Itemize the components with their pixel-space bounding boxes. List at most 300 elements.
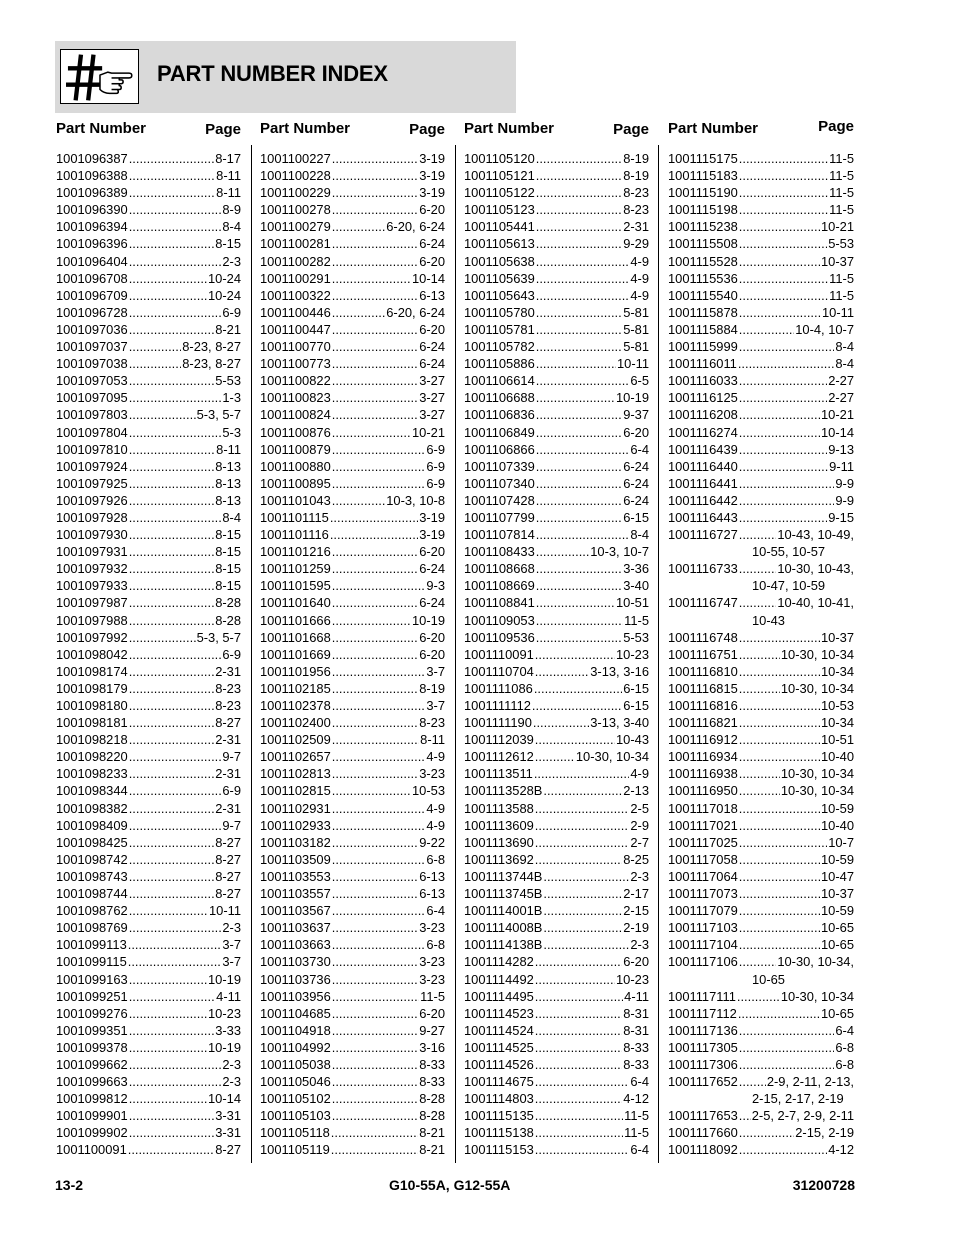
dot-leader (332, 577, 426, 594)
part-number: 1001114675 (464, 1074, 534, 1090)
page-reference: 10-51 (616, 595, 649, 611)
part-number: 1001097037 (56, 339, 128, 355)
part-number: 1001117025 (668, 834, 738, 850)
part-number: 1001105782 (464, 339, 535, 355)
index-entry (260, 218, 445, 235)
part-number: 1001116442 (668, 492, 738, 508)
part-number: 1001117660 (668, 1125, 738, 1141)
page-reference: 4-11 (624, 988, 649, 1004)
page-reference: 10-24 (208, 270, 241, 286)
column-divider (455, 145, 456, 1163)
part-number: 1001106836 (464, 407, 535, 423)
index-entry (668, 851, 854, 868)
part-number: 1001098344 (56, 783, 128, 799)
page-reference: 6-20 (419, 253, 445, 269)
part-number: 1001102813 (260, 766, 331, 782)
index-entry (260, 1039, 445, 1056)
index-entry (56, 441, 241, 458)
index-entry (260, 543, 445, 560)
dot-leader (739, 1124, 794, 1141)
dot-leader (332, 902, 426, 919)
page-reference: 3-7 (426, 698, 445, 713)
part-number: 1001114001B (464, 903, 543, 919)
page-reference: 6-9 (222, 304, 241, 320)
page-reference: 8-21 (419, 1142, 445, 1158)
page-reference: 6-9 (426, 475, 445, 491)
index-entry (56, 612, 241, 629)
dot-leader (332, 748, 426, 765)
dot-leader (332, 424, 411, 441)
index-entry (464, 389, 649, 406)
page-reference: 6-24 (419, 339, 445, 355)
page-reference: 10-59 (821, 851, 854, 867)
index-entry (260, 936, 445, 953)
part-number: 1001100895 (260, 475, 331, 491)
index-entry (260, 150, 445, 167)
page-reference: 2-27 (828, 390, 854, 406)
dot-leader (739, 338, 835, 355)
index-entry (464, 1073, 649, 1090)
part-number: 1001106688 (464, 390, 535, 406)
part-number: 1001111190 (464, 715, 532, 731)
index-entry (464, 697, 649, 714)
index-entry (464, 714, 649, 731)
page-reference: 3-23 (419, 920, 445, 936)
dot-leader (332, 629, 418, 646)
part-number: 1001097931 (56, 544, 128, 560)
dot-leader (129, 1005, 207, 1022)
part-number: 1001114008B (464, 920, 543, 936)
dot-leader (739, 851, 820, 868)
index-entry (56, 475, 241, 492)
part-number: 1001114495 (464, 988, 534, 1004)
index-entry (464, 543, 649, 560)
part-number: 1001113511 (464, 766, 533, 782)
index-entry (56, 782, 241, 799)
index-entry (668, 953, 854, 970)
page-reference: 10-21 (821, 219, 854, 235)
page-reference: 10-23 (208, 1005, 241, 1021)
index-entry (260, 560, 445, 577)
page-reference: 10-37 (821, 886, 854, 902)
index-entry (668, 475, 854, 492)
part-number: 1001108841 (464, 595, 535, 611)
part-number: 1001116747 (668, 595, 738, 611)
dot-leader (739, 731, 820, 748)
index-entry (260, 834, 445, 851)
part-number: 1001105441 (464, 219, 535, 235)
index-entry (56, 800, 241, 817)
index-entry (464, 629, 649, 646)
page-reference: 8-15 (215, 544, 241, 560)
dot-leader (536, 218, 622, 235)
dot-leader (536, 612, 623, 629)
part-number: 1001096394 (56, 219, 128, 235)
dot-leader (129, 406, 196, 423)
part-number: 1001102657 (260, 749, 331, 765)
index-entry (464, 441, 649, 458)
dot-leader (739, 389, 827, 406)
page-reference: 5-81 (623, 339, 649, 355)
part-number: 1001105780 (464, 304, 535, 320)
part-number: 1001107339 (464, 458, 535, 474)
dot-leader (739, 458, 828, 475)
part-number: 1001117058 (668, 851, 738, 867)
dot-leader (332, 150, 418, 167)
page-reference: 9-7 (222, 749, 241, 765)
index-entry (668, 287, 854, 304)
part-number: 1001100824 (260, 407, 331, 423)
page-reference: 5-53 (215, 373, 241, 389)
page-reference: 4-9 (630, 766, 649, 782)
index-entry (56, 577, 241, 594)
dot-leader (129, 1090, 207, 1107)
dot-leader (332, 441, 426, 458)
index-entry-continuation: 2-15, 2-17, 2-19 (752, 1091, 844, 1107)
dot-leader (739, 218, 820, 235)
index-entry (464, 338, 649, 355)
dot-leader (332, 458, 426, 475)
dot-leader (129, 270, 207, 287)
part-number: 1001103663 (260, 937, 331, 953)
page-number: 13-2 (55, 1177, 84, 1193)
index-entry (464, 167, 649, 184)
part-number: 1001100091 (56, 1142, 127, 1158)
page-reference: 11-5 (829, 202, 854, 218)
page-title: PART NUMBER INDEX (157, 61, 388, 86)
dot-leader (536, 543, 590, 560)
index-entry (56, 406, 241, 423)
index-entry (56, 594, 241, 611)
index-entry (464, 868, 649, 885)
dot-leader (739, 253, 820, 270)
page-reference: 10-65 (821, 920, 854, 936)
page-reference: 10-30, 10-34 (575, 749, 649, 765)
index-entry (56, 1039, 241, 1056)
page-reference: 6-24 (623, 492, 649, 508)
part-number: 1001117106 (668, 954, 738, 970)
dot-leader (332, 201, 418, 218)
part-number: 1001096404 (56, 253, 128, 269)
dot-leader (535, 953, 622, 970)
dot-leader (536, 338, 622, 355)
dot-leader (129, 765, 214, 782)
index-entry (668, 1141, 854, 1158)
page-reference: 8-23, 8-27 (182, 339, 241, 355)
index-entry (260, 748, 445, 765)
index-entry (260, 868, 445, 885)
part-number: 1001099902 (56, 1125, 128, 1141)
index-entry (260, 988, 445, 1005)
dot-leader (738, 1005, 820, 1022)
page-reference: 10-51 (821, 732, 854, 748)
page-reference: 6-20 (623, 424, 649, 440)
part-number: 1001098218 (56, 732, 128, 748)
dot-leader (332, 800, 426, 817)
page-reference: 10-23 (616, 971, 649, 987)
part-number: 1001115175 (668, 151, 738, 166)
page-reference: 8-33 (419, 1056, 445, 1072)
part-number: 1001105102 (260, 1091, 331, 1107)
part-number: 1001101043 (260, 492, 331, 508)
dot-leader (739, 834, 827, 851)
index-entry (464, 646, 649, 663)
page-reference: 3-31 (215, 1125, 241, 1141)
dot-leader (535, 817, 630, 834)
index-entry (260, 697, 445, 714)
page-reference: 3-33 (215, 1022, 241, 1038)
index-entry (464, 612, 649, 629)
dot-leader (128, 936, 222, 953)
dot-leader (129, 475, 214, 492)
page-reference: 3-31 (215, 1108, 241, 1124)
index-entry (464, 594, 649, 611)
part-number: 1001110091 (464, 646, 534, 662)
part-number: 1001100279 (260, 219, 331, 235)
part-number: 1001099276 (56, 1005, 128, 1021)
part-number: 1001117018 (668, 800, 738, 816)
page-reference: 4-9 (426, 817, 445, 833)
page-reference: 6-24 (623, 475, 649, 491)
page-reference: 8-27 (215, 886, 241, 902)
index-entry (56, 680, 241, 697)
index-entry (464, 475, 649, 492)
dot-leader (332, 714, 418, 731)
page-reference: 8-25 (623, 851, 649, 867)
index-entry (668, 526, 854, 543)
page-reference: 5-3 (222, 424, 241, 440)
dot-leader (739, 441, 827, 458)
dot-leader (129, 612, 214, 629)
dot-leader (535, 663, 589, 680)
dot-leader (535, 1090, 622, 1107)
dot-leader (332, 1107, 418, 1124)
dot-leader (739, 902, 820, 919)
dot-leader (332, 697, 426, 714)
dot-leader (543, 936, 629, 953)
index-entry (668, 936, 854, 953)
part-number: 1001102400 (260, 715, 331, 731)
column-header (56, 118, 241, 150)
part-number: 1001116033 (668, 373, 738, 389)
part-number: 1001096389 (56, 185, 128, 201)
part-number: 1001117305 (668, 1039, 738, 1055)
dot-leader (128, 1141, 214, 1158)
page-reference: 6-24 (419, 236, 445, 252)
part-number: 1001098744 (56, 886, 128, 902)
page-reference: 6-24 (419, 561, 445, 577)
part-number: 1001099663 (56, 1074, 128, 1090)
index-entry (260, 389, 445, 406)
index-entry (56, 1124, 241, 1141)
index-entry (668, 441, 854, 458)
part-number: 1001098769 (56, 920, 128, 936)
dot-leader (739, 287, 828, 304)
dot-leader (535, 646, 615, 663)
part-number: 1001105118 (260, 1125, 330, 1141)
index-entry (260, 1090, 445, 1107)
page-reference: 10-34 (821, 663, 854, 679)
page-reference: 10-19 (616, 390, 649, 406)
dot-leader (129, 1039, 207, 1056)
dot-leader (129, 629, 196, 646)
part-number: 1001100879 (260, 441, 331, 457)
part-number: 1001105613 (464, 236, 535, 252)
dot-leader (129, 287, 207, 304)
index-entry (464, 253, 649, 270)
part-number: 1001113528B (464, 783, 543, 799)
dot-leader (129, 646, 222, 663)
page-reference: 3-23 (419, 766, 445, 782)
page-reference: 8-19 (419, 680, 445, 696)
dot-leader (536, 253, 630, 270)
dot-leader (739, 697, 820, 714)
index-entry (668, 817, 854, 834)
dot-leader (739, 629, 820, 646)
page-reference: 8-27 (215, 715, 241, 731)
index-entry (56, 184, 241, 201)
page-reference: 8-31 (623, 1005, 649, 1021)
part-number: 1001100228 (260, 168, 331, 184)
index-entry (668, 150, 854, 167)
dot-leader (332, 304, 386, 321)
dot-leader (535, 1141, 630, 1158)
part-number: 1001107799 (464, 509, 535, 525)
page-reference: 5-53 (828, 236, 854, 252)
index-entry (260, 1005, 445, 1022)
index-entry (260, 663, 445, 680)
dot-leader (129, 389, 222, 406)
index-entry (668, 663, 854, 680)
dot-leader (543, 885, 622, 902)
dot-leader (332, 851, 426, 868)
dot-leader (129, 321, 214, 338)
page-reference: 11-5 (624, 612, 649, 628)
page-reference: 10-11 (616, 356, 649, 372)
page-reference: 3-7 (222, 937, 241, 953)
part-number: 1001116443 (668, 509, 738, 525)
part-number: 1001105639 (464, 270, 535, 286)
dot-leader (536, 475, 622, 492)
part-number: 1001102185 (260, 680, 331, 696)
dot-leader (332, 270, 411, 287)
page-reference: 9-11 (829, 458, 854, 474)
dot-leader (739, 868, 820, 885)
dot-leader (332, 680, 418, 697)
index-entry (260, 1056, 445, 1073)
page-reference: 4-12 (623, 1091, 649, 1107)
index-entry (56, 663, 241, 680)
dot-leader (129, 971, 207, 988)
dot-leader (739, 714, 820, 731)
dot-leader (536, 270, 630, 287)
part-number: 1001100227 (260, 151, 331, 166)
part-number: 1001101595 (260, 578, 331, 594)
page-reference: 10-30, 10-43, (777, 561, 854, 577)
dot-leader (536, 321, 622, 338)
part-number: 1001098180 (56, 698, 128, 713)
index-entry (668, 680, 854, 697)
dot-leader (332, 389, 418, 406)
index-entry (668, 868, 854, 885)
page-reference: 6-4 (630, 1142, 649, 1158)
part-number: 1001116821 (668, 715, 738, 731)
part-number: 1001117021 (668, 817, 738, 833)
dot-leader (739, 526, 777, 543)
page-reference: 8-4 (835, 339, 854, 355)
index-entry (260, 441, 445, 458)
dot-leader (129, 184, 215, 201)
dot-leader (532, 697, 622, 714)
index-entry (668, 218, 854, 235)
page-reference: 8-33 (419, 1074, 445, 1090)
page-reference: 2-19 (623, 920, 649, 936)
page-reference: 6-9 (426, 441, 445, 457)
dot-leader (129, 424, 222, 441)
part-number: 1001105120 (464, 151, 535, 166)
part-number: 1001116727 (668, 527, 738, 543)
index-entry (464, 1124, 649, 1141)
page-reference: 8-19 (623, 168, 649, 184)
index-entry (668, 1039, 854, 1056)
part-number: 1001114492 (464, 971, 534, 987)
index-entry (56, 253, 241, 270)
index-entry (260, 971, 445, 988)
dot-leader (536, 492, 622, 509)
index-entry (260, 406, 445, 423)
index-entry (56, 1022, 241, 1039)
dot-leader (332, 1056, 418, 1073)
index-entry (260, 612, 445, 629)
dot-leader (534, 680, 622, 697)
part-number: 1001111086 (464, 680, 533, 696)
index-entry (464, 817, 649, 834)
page-reference: 8-13 (215, 492, 241, 508)
page-reference: 8-4 (630, 527, 649, 543)
page-reference: 4-9 (426, 800, 445, 816)
page-reference: 9-13 (828, 441, 854, 457)
column-header (668, 118, 854, 150)
index-entry (260, 526, 445, 543)
part-number: 1001097804 (56, 424, 128, 440)
page-reference: 6-15 (623, 680, 649, 696)
page-reference: 6-8 (426, 937, 445, 953)
part-number: 1001100876 (260, 424, 331, 440)
entry-list (56, 150, 241, 1159)
dot-leader (129, 167, 215, 184)
page-reference: 10-30, 10-34 (780, 646, 854, 662)
index-column-3 (464, 118, 649, 1159)
dot-leader (129, 902, 208, 919)
index-entry (668, 1005, 854, 1022)
dot-leader (536, 458, 622, 475)
index-entry (464, 936, 649, 953)
dot-leader (739, 817, 820, 834)
dot-leader (129, 338, 182, 355)
index-entry (464, 1141, 649, 1158)
index-entry (260, 714, 445, 731)
part-number: 1001117111 (668, 988, 736, 1004)
index-entry (260, 372, 445, 389)
dot-leader (332, 543, 418, 560)
index-entry (56, 1073, 241, 1090)
part-number: 1001097926 (56, 492, 128, 508)
dot-leader (739, 270, 828, 287)
page-reference: 8-11 (216, 168, 241, 184)
page-reference: 9-37 (623, 407, 649, 423)
part-number: 1001102509 (260, 732, 331, 748)
dot-leader (129, 492, 214, 509)
